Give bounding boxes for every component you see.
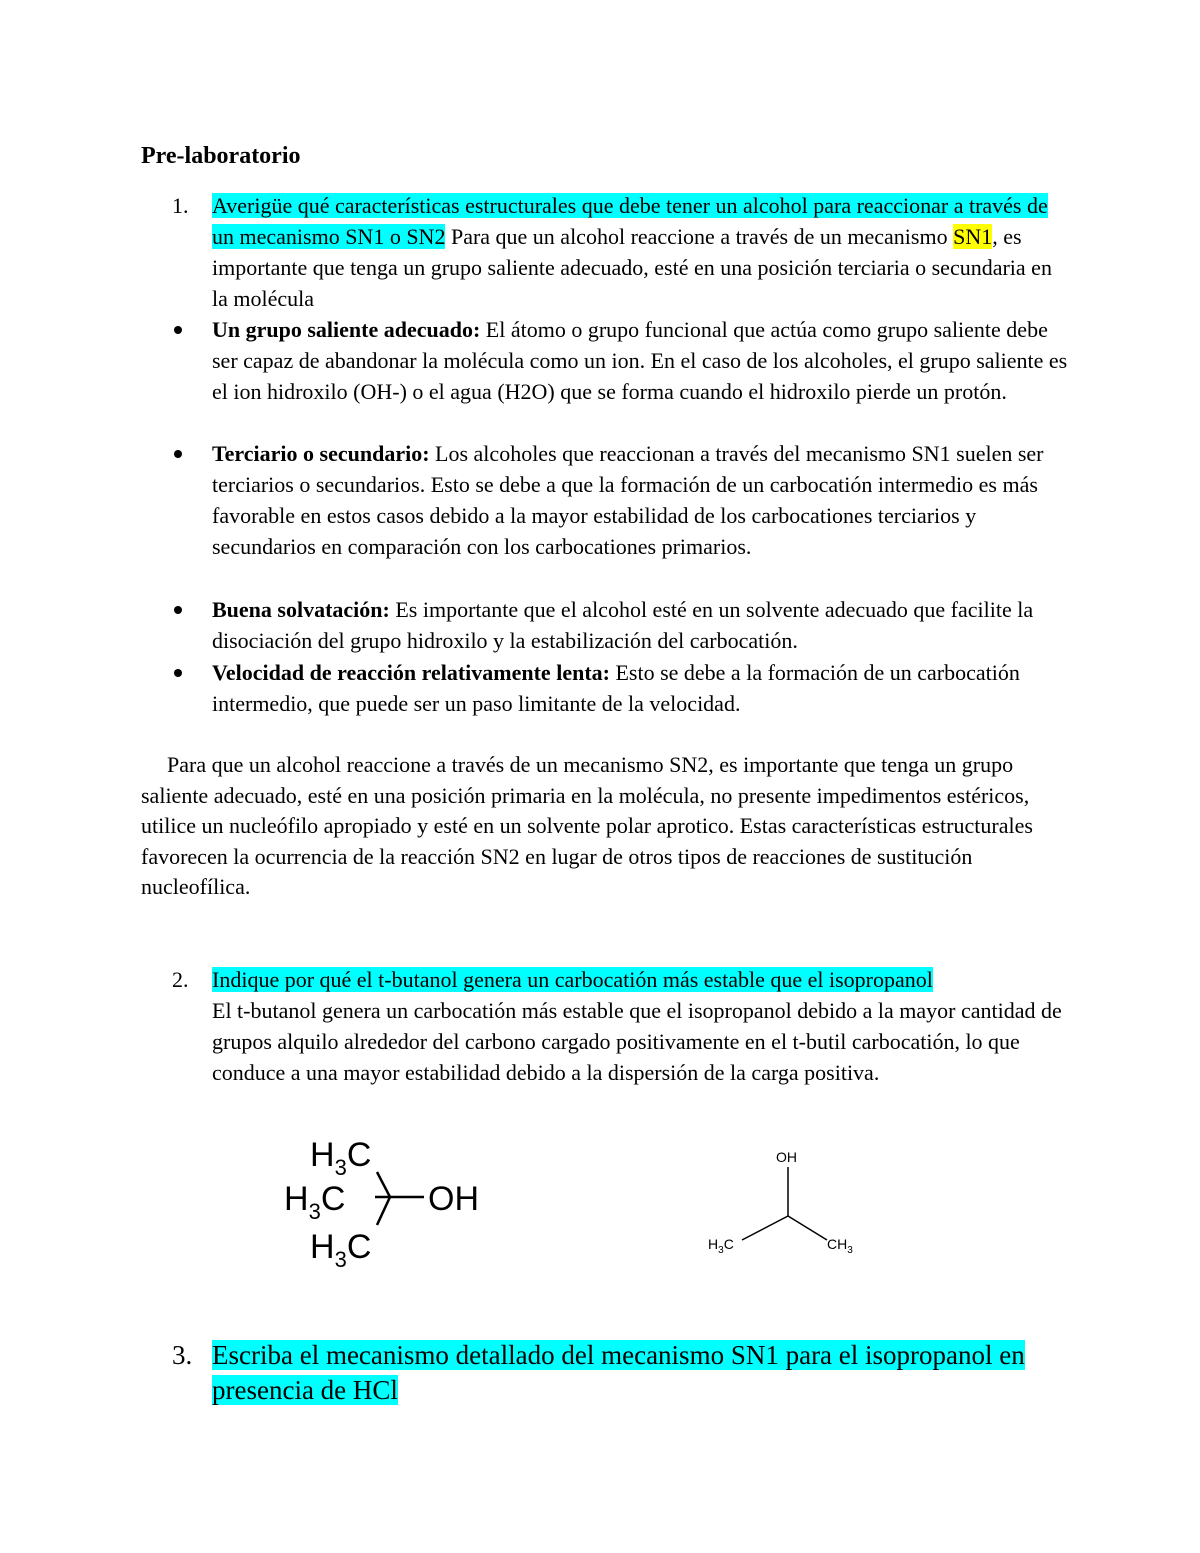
question-3-text: Escriba el mecanismo detallado del mecanismo SN1 para el isopropanol en presencia de HCl (212, 1340, 1025, 1405)
question-3 (172, 1338, 1072, 1408)
bullet-term: Terciario o secundario: (212, 441, 430, 466)
highlighted-term: SN1 (953, 224, 993, 249)
question-2 (172, 964, 1072, 1088)
question-1-text: Averigüe qué características estructurales que debe tener un alcohol para reaccionar a través de un mecanismo SN1 o SN2 (212, 193, 1048, 249)
bullet-icon (174, 669, 182, 677)
svg-text:OH: OH (776, 1149, 797, 1165)
question-2-text: Indique por qué el t-butanol genera un carbocatión más estable que el isopropanol (212, 967, 933, 992)
tbutanol-structure (278, 1130, 508, 1275)
bullet-icon (174, 450, 182, 458)
answer-1-text-a: Para que un alcohol reaccione a través de un mecanismo (445, 224, 954, 249)
list-number: 3. (172, 1340, 193, 1370)
list-item (212, 314, 1072, 407)
svg-text:OH: OH (428, 1180, 479, 1218)
list-number: 2. (172, 967, 189, 992)
list-item (212, 594, 1072, 656)
bullet-text: El átomo o grupo funcional que actúa como grupo saliente debe ser capaz de abandonar la molécula como un ion. En el caso de los alcoholes, el grupo saliente es el ion hidroxilo (OH-) o el agua (H2O) que se forma cuando el hidroxilo pierde un protón. (212, 317, 1068, 404)
svg-text:CH3: $CH_3$ (827, 1236, 853, 1256)
bullet-term: Buena solvatación: (212, 597, 390, 622)
svg-text:H3C: $H_3C$ (310, 1136, 372, 1180)
question-1 (172, 190, 1072, 314)
list-item (212, 438, 1072, 562)
svg-text:H3C: $H_3C$ (284, 1180, 346, 1224)
bullet-icon (174, 606, 182, 614)
bullet-term: Velocidad de reacción relativamente lenta: (212, 660, 610, 685)
sn2-paragraph: Para que un alcohol reaccione a través de un mecanismo SN2, es importante que tenga un grupo saliente adecuado, esté en una posición primaria en la molécula, no presente impedimentos estéricos, utilice un nucleófilo apropiado y esté en un solvente polar aprotico. Estas características estructurales favorecen la ocurrencia de la reacción SN2 en lugar de otros tipos de reacciones de sustitución nucleofílica. (141, 752, 1033, 899)
svg-text:H3C: $H_3C$ (310, 1228, 372, 1272)
list-number: 1. (172, 193, 189, 218)
bullet-text: Esto se debe a la formación de un carbocatión intermedio, que puede ser un paso limitante de la velocidad. (212, 660, 1020, 716)
page-title: Pre-laboratorio (141, 143, 301, 169)
bullet-term: Un grupo saliente adecuado: (212, 317, 481, 342)
list-item (212, 657, 1072, 719)
bullet-text: Los alcoholes que reaccionan a través del mecanismo SN1 suelen ser terciarios o secundarios. Esto se debe a que la formación de un carbocatión intermedio es más favorable en estos casos debido a la mayor estabilidad de los carbocationes terciarios y secundarios en comparación con los carbocationes primarios. (212, 441, 1044, 559)
answer-1-text-b: , es importante que tenga un grupo saliente adecuado, esté en una posición terciaria o secundaria en la molécula (212, 224, 1052, 311)
isopropanol-structure (700, 1145, 870, 1260)
bullet-text: Es importante que el alcohol esté en un solvente adecuado que facilite la disociación del grupo hidroxilo y la estabilización del carbocatión. (212, 597, 1034, 653)
svg-text:H3C: $H_3C$ (708, 1236, 734, 1256)
bullet-icon (174, 326, 182, 334)
answer-2-text: El t-butanol genera un carbocatión más estable que el isopropanol debido a la mayor cantidad de grupos alquilo alrededor del carbono cargado positivamente en el t-butil carbocatión, lo que conduce a una mayor estabilidad debido a la dispersión de la carga positiva. (212, 998, 1062, 1085)
